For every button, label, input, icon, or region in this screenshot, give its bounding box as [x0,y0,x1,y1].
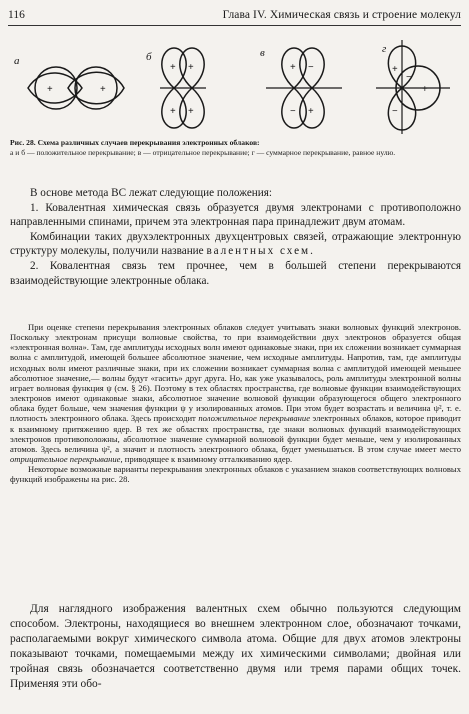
sign-a-1: + [47,84,53,95]
paragraph-notation: Для наглядного изображения валентных схем обычно пользуются следующим способом. Электроны, находящиеся во внешнем электронном слое, обозначают точками, располагаемыми вокруг химического символа атома. Общие для двух атомов электроны показывают точками, помещаемыми между их химическими символами; двойная или тройная связь обозначается соответственно двумя или тремя парами общих точек. Применяя эти обо- [10,603,461,690]
label-c: в [260,47,265,59]
caption-body: а и б — положительное перекрывание; в — отрицательное перекрывание; г — суммарное перекрывание, равное нулю. [10,147,396,157]
figure-caption [10,138,461,157]
header-rule [8,25,461,26]
paragraph-point-1: 1. Ковалентная химическая связь образуется двумя электронами с противоположно направленными спинами, причем эта электронная пара принадлежит двум атомам. [10,201,461,229]
term-valence-schemes: валентных схем. [206,245,315,258]
sign-d-2: + [422,84,428,95]
sign-c-2: + [308,106,314,117]
paragraph-overlap-sign [10,322,461,464]
sign-b-3: + [170,106,176,117]
sign-c-1: + [290,62,296,73]
sign-d-3: − [392,106,398,117]
chapter-title: Глава IV. Химическая связь и строение молекул [222,9,461,21]
sign-c-4: − [290,106,296,117]
running-header [8,6,461,24]
sign-d-4: − [406,72,412,83]
sign-b-1: + [170,62,176,73]
main-text-top [10,186,461,288]
overlap-text-1: При оценке степени перекрывания электронных облаков следует учитывать знаки волновых функций электронов. Поскольку электронам присущи волновые свойства, то при взаимодействии двух электронов образуется общая «электронная волна». Там, где амплитуды исходных волн имеют одинаковые знаки, при их сложении возникает суммарная волна с амплитудой, имеющей большее абсолютное значение, чем исходные амплитуды. Напротив, там, где амплитуды исходных волн имеют различные знаки, при их сложении возникает суммарная волна с амплитудой имеющей меньшее абсолютное значение,— волны будут «гасить» друг друга. Но, как уже указывалось, роль амплитуды электронной волны играет волновая функция ψ (см. § 26). Поэтому в тех областях пространства, где волновые функции взаимодействующих электронов имеют одинаковые знаки, абсолютное значение волновой функции образующегося общего электронного облака будет больше, чем значения функции ψ у изолированных атомов. При этом будет возрастать и величина ψ², т. е. плотность электронного облака. Здесь происходит [10,322,461,424]
term-positive-overlap: положительное перекрывание [198,413,311,424]
combinations-text: Комбинации таких двухэлектронных двухцентровых связей, отражающие электронную структуру молекулы, получили название [10,230,461,258]
paragraph-point-2: 2. Ковалентная связь тем прочнее, чем в большей степени перекрываются взаимодействующие электронные облака. [10,259,461,287]
sign-c-3: − [308,62,314,73]
label-d: г [382,43,387,55]
small-print-text [10,322,461,485]
orbital-overlap-diagram [12,36,460,136]
paragraph-combinations [10,230,461,259]
page-number: 116 [8,9,25,21]
sign-b-4: + [188,106,194,117]
sign-d-1: + [392,64,398,75]
paragraph-intro: В основе метода ВС лежат следующие положения: [30,187,273,199]
main-text-bottom [10,602,461,691]
sign-b-2: + [188,62,194,73]
figure-28 [12,36,460,136]
overlap-text-3: , приводящее к взаимному отталкиванию ядер. [120,454,293,465]
term-negative-overlap: отрицательное перекрывание [10,454,121,465]
caption-title: Рис. 28. Схема различных случаев перекрывания электронных облаков: [10,138,260,147]
label-b: б [146,51,152,63]
sign-a-2: + [100,84,106,95]
label-a: а [14,55,20,67]
overlap-text-2: электронных облаков, которое приводит к взаимному притяжению ядер. В тех же областях пространства, где знаки волновых функций взаимодействующих электронов противоположны, абсолютное значение суммарной волновой функции будет меньше, чем у изолированных атомов. Здесь величина ψ², а значит и плотность электронного облака, будет уменьшаться. В этом случае имеет место [10,413,462,454]
paragraph-variants: Некоторые возможные варианты перекрывания электронных облаков с указанием знаков соответствующих волновых функций изображены на рис. 28. [10,464,461,485]
